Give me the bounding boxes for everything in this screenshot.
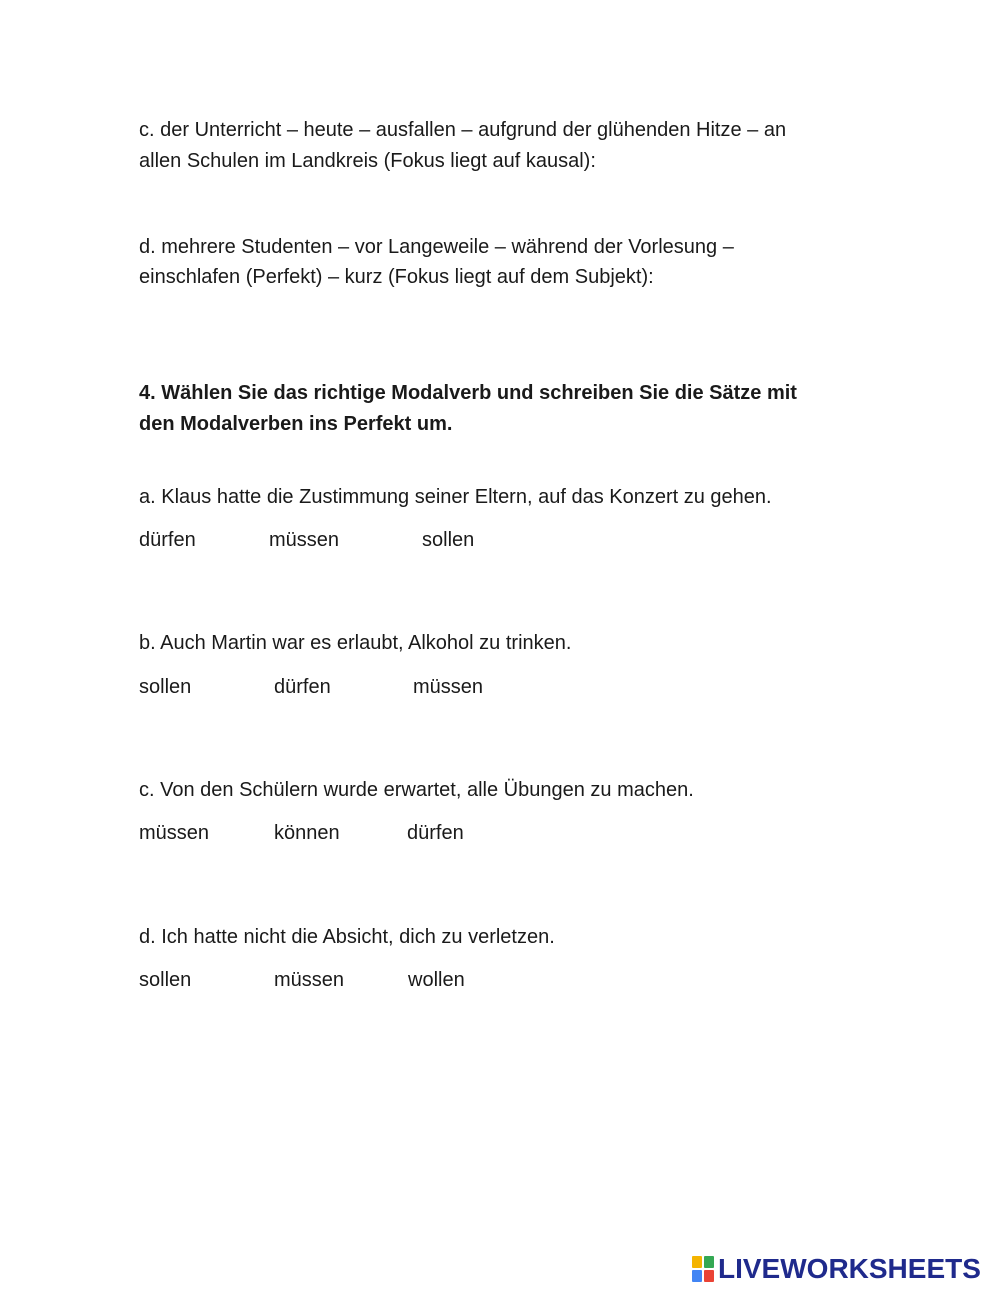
task3-c-line1: c. der Unterricht – heute – ausfallen – aufgrund der glühenden Hitze – an bbox=[139, 119, 787, 141]
task4-item-a-option-1[interactable]: dürfen bbox=[139, 529, 196, 551]
task4-item-b-option-2[interactable]: dürfen bbox=[274, 676, 331, 698]
task4-item-a-option-3[interactable]: sollen bbox=[422, 529, 475, 551]
task3-d-line2: einschlafen (Perfekt) – kurz (Fokus liegt auf dem Subjekt): bbox=[139, 266, 654, 288]
task4-heading-line1: 4. Wählen Sie das richtige Modalverb und schreiben Sie die Sätze mit bbox=[139, 382, 797, 404]
task4-item-b-option-1[interactable]: sollen bbox=[139, 676, 192, 698]
task4-item-d-option-2[interactable]: müssen bbox=[274, 969, 345, 991]
task3-d-line1: d. mehrere Studenten – vor Langeweile – während der Vorlesung – bbox=[139, 236, 734, 258]
liveworksheets-logo bbox=[692, 1253, 981, 1285]
task4-item-d-option-3[interactable]: wollen bbox=[408, 969, 465, 991]
task3-c-line2: allen Schulen im Landkreis (Fokus liegt auf kausal): bbox=[139, 150, 596, 172]
task4-item-c-sentence: c. Von den Schülern wurde erwartet, alle Übungen zu machen. bbox=[139, 779, 694, 801]
task4-item-d-option-1[interactable]: sollen bbox=[139, 969, 192, 991]
task4-heading-line2: den Modalverben ins Perfekt um. bbox=[139, 413, 453, 435]
task4-item-b-option-3[interactable]: müssen bbox=[413, 676, 484, 698]
task4-item-c-option-1[interactable]: müssen bbox=[139, 822, 210, 844]
liveworksheets-logo-text: LIVEWORKSHEETS bbox=[718, 1253, 981, 1284]
task4-item-c-option-2[interactable]: können bbox=[274, 822, 340, 844]
task4-item-c-option-3[interactable]: dürfen bbox=[407, 822, 464, 844]
liveworksheets-logo-icon bbox=[692, 1256, 714, 1282]
task4-item-a-option-2[interactable]: müssen bbox=[269, 529, 340, 551]
task4-item-a-sentence: a. Klaus hatte die Zustimmung seiner Eltern, auf das Konzert zu gehen. bbox=[139, 486, 772, 508]
task4-item-d-sentence: d. Ich hatte nicht die Absicht, dich zu verletzen. bbox=[139, 926, 555, 948]
task4-item-b-sentence: b. Auch Martin war es erlaubt, Alkohol zu trinken. bbox=[139, 632, 572, 654]
